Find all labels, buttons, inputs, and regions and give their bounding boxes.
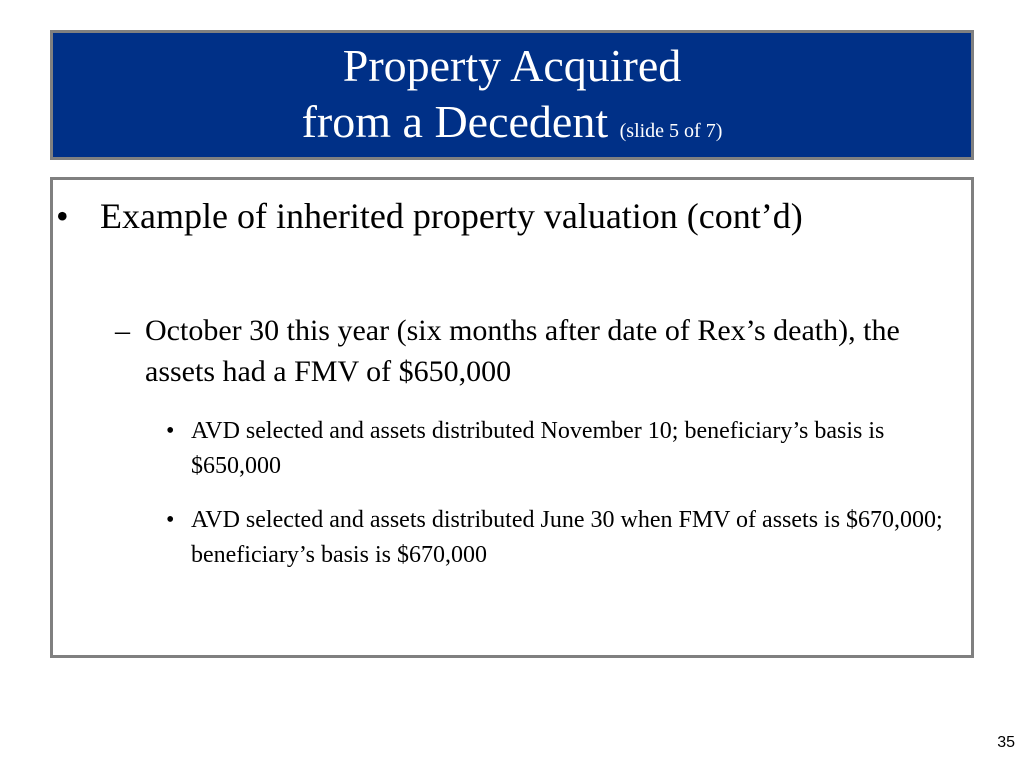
slide-title-line1: Property Acquired [342, 40, 682, 91]
bullet-marker: • [166, 418, 175, 444]
slide-title-line2-text: from a Decedent [301, 96, 609, 147]
bullet-marker: • [166, 507, 175, 533]
page-number: 35 [997, 734, 1015, 751]
bullet-marker: • [56, 196, 69, 236]
slide-title-line2 [53, 93, 971, 160]
bullet-level3-text: AVD selected and assets distributed November 10; beneficiary’s basis is $650,000 [191, 418, 885, 479]
bullet-level2-text: October 30 this year (six months after date of Rex’s death), the assets had a FMV of $650,000 [145, 314, 900, 388]
dash-marker: – [115, 314, 130, 347]
bullet-level3-text: AVD selected and assets distributed June 30 when FMV of assets is $670,000; beneficiary’s basis is $670,000 [191, 507, 943, 568]
slide-title-box [50, 30, 974, 160]
bullet-level1-text: Example of inherited property valuation (cont’d) [100, 196, 803, 236]
slide-title-subtitle: (slide 5 of 7) [619, 120, 723, 142]
